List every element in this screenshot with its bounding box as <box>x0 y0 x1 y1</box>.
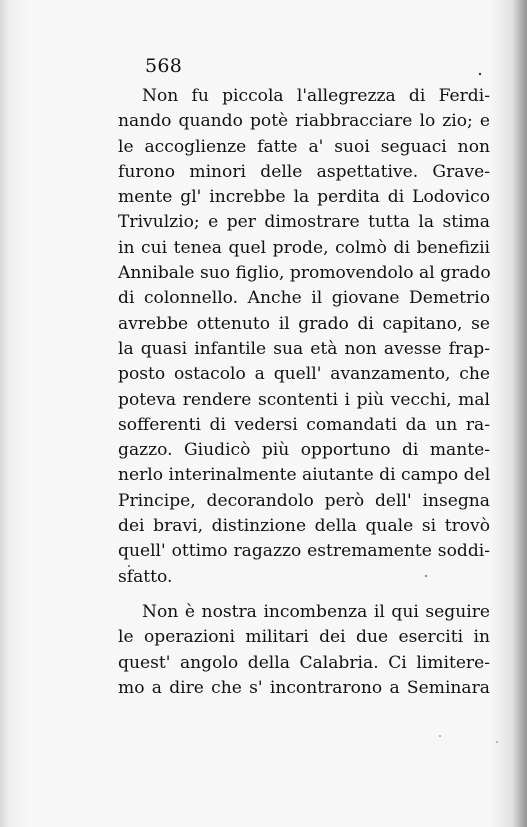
text-line: Trivulzio; e per dimostrare tutta la stima <box>118 212 490 233</box>
text-line: quest' angolo della Calabria. Ci limitere- <box>118 652 490 673</box>
text-line: nerlo interinalmente aiutante di campo del <box>118 465 491 486</box>
page-body-text <box>118 84 490 701</box>
text-line: Principe, decorandolo però dell' insegna <box>118 490 490 511</box>
text-line: gazzo. Giudicò più opportuno di mante- <box>118 440 490 461</box>
text-line: le operazioni militari dei due eserciti in <box>118 627 490 648</box>
text-line: mo a dire che s' incontrarono a Seminara <box>118 677 490 698</box>
text-line: la quasi infantile sua età non avesse frap- <box>118 338 490 359</box>
text-line: quell' ottimo ragazzo estremamente soddi- <box>118 541 490 562</box>
text-line: le accoglienze fatte a' suoi seguaci non <box>118 136 490 157</box>
text-line: mente gl' increbbe la perdita di Lodovico <box>118 187 490 208</box>
text-line: poteva rendere scontenti i più vecchi, mal <box>118 389 490 410</box>
page-number: 568 <box>145 55 183 77</box>
text-line: sfatto. <box>118 566 173 587</box>
text-line: Annibale suo figlio, promovendolo al grado <box>118 263 491 284</box>
paragraph-2 <box>118 600 490 701</box>
paragraph-1 <box>118 84 490 590</box>
text-line: nando quando potè riabbracciare lo zio; e <box>118 111 490 132</box>
text-line: in cui tenea quel prode, colmò di benefizii <box>118 237 490 258</box>
page-edge-shadow <box>513 0 527 827</box>
text-line: avrebbe ottenuto il grado di capitano, se <box>118 313 490 334</box>
text-line: di colonnello. Anche il giovane Demetrio <box>118 288 490 309</box>
text-line: sofferenti di vedersi comandati da un ra- <box>118 414 490 435</box>
text-line: Non fu piccola l'allegrezza di Ferdi- <box>142 86 490 106</box>
text-line: dei bravi, distinzione della quale si trovò <box>118 516 490 537</box>
text-line: Non è nostra incombenza il qui seguire <box>142 601 490 622</box>
text-line: furono minori delle aspettative. Grave- <box>118 161 490 182</box>
text-line: posto ostacolo a quell' avanzamento, che <box>118 364 490 385</box>
